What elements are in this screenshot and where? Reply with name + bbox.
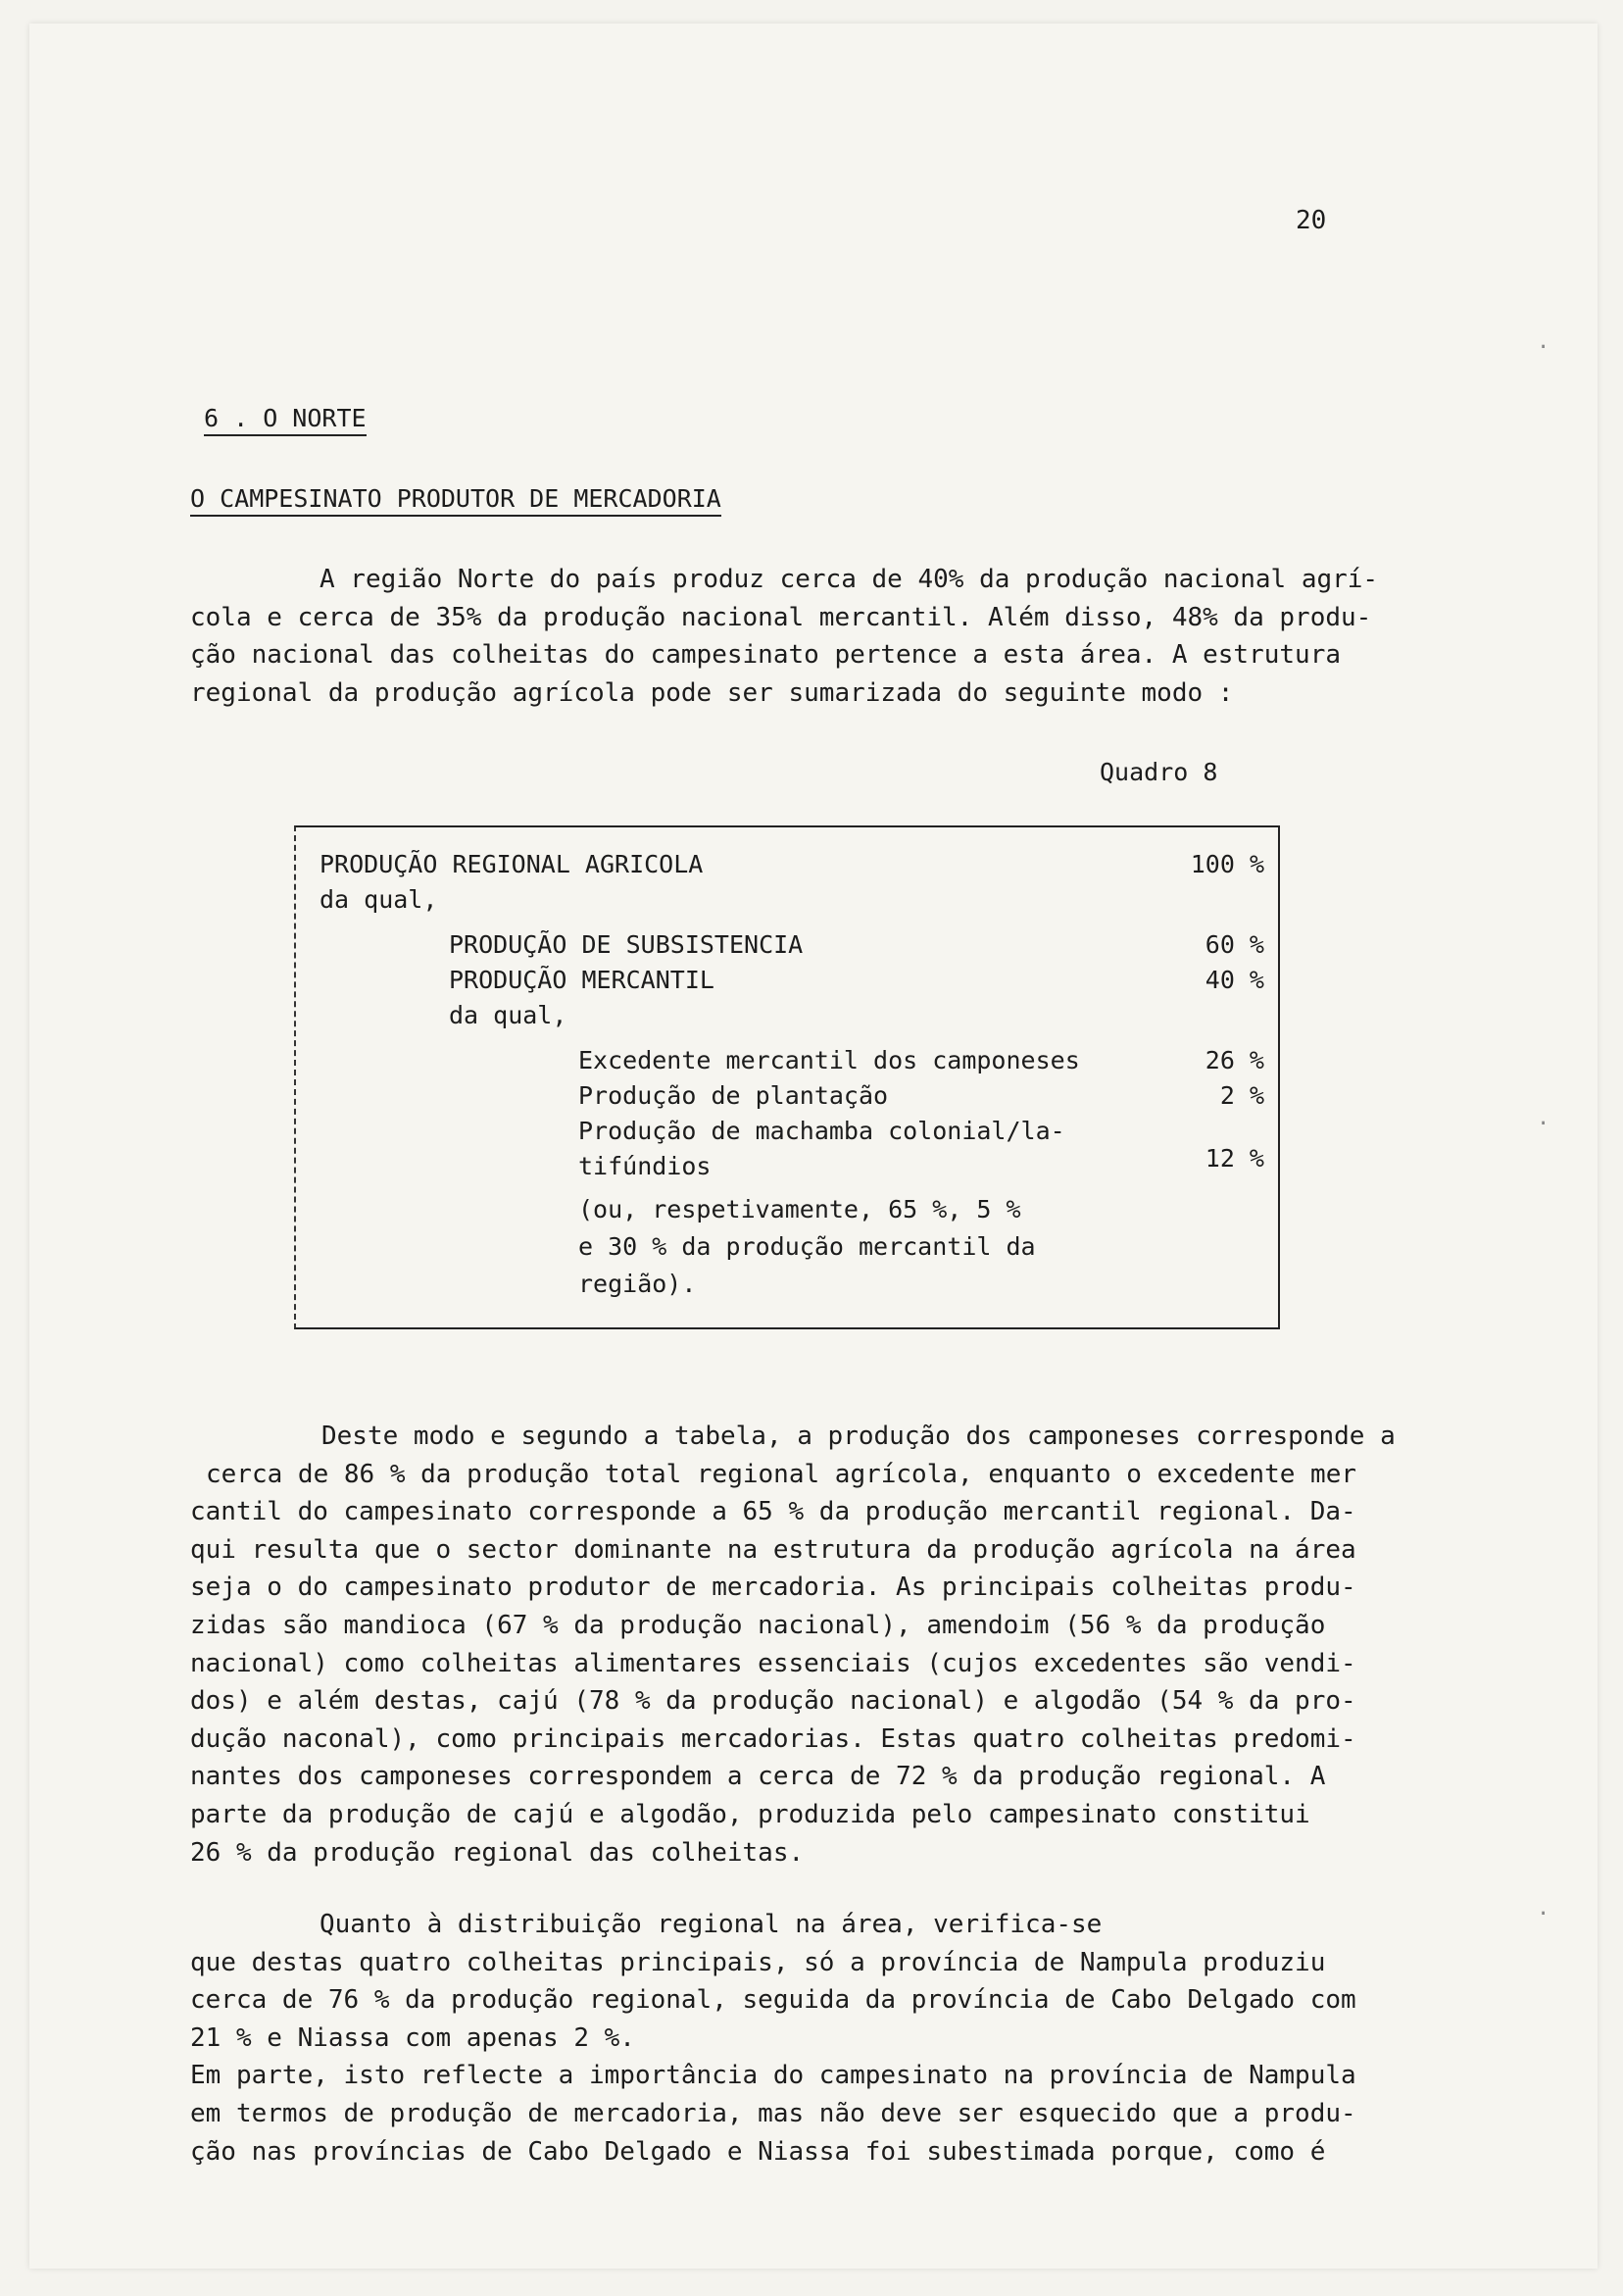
table-row-label: da qual,	[320, 885, 438, 914]
text-line: zidas são mandioca (67 % da produção nacional), amendoim (56 % da produção	[190, 1610, 1326, 1640]
text-line: dos) e além destas, cajú (78 % da produção nacional) e algodão (54 % da pro-	[190, 1686, 1356, 1717]
text-line: seja o do campesinato produtor de mercadoria. As principais colheitas produ-	[190, 1572, 1356, 1603]
margin-mark-icon: ·	[1537, 1902, 1550, 1926]
table-row-value: 60 %	[1205, 930, 1264, 959]
table-row-label: PRODUÇÃO DE SUBSISTENCIA	[449, 930, 804, 959]
text-line: cantil do campesinato corresponde a 65 % da produção mercantil regional. Da-	[190, 1497, 1356, 1527]
text-line: dução naconal), como principais mercadorias. Estas quatro colheitas predomi-	[190, 1723, 1356, 1754]
text-line: Deste modo e segundo a tabela, a produção dos camponeses corresponde a	[321, 1422, 1396, 1451]
text-line: 21 % e Niassa com apenas 2 %.	[190, 2022, 635, 2053]
text-line: regional da produção agrícola pode ser sumarizada do seguinte modo :	[190, 677, 1234, 708]
table-label: Quadro 8	[1100, 758, 1218, 786]
table-row-label: região).	[578, 1270, 697, 1298]
margin-mark-icon: ·	[1537, 1112, 1550, 1136]
table-row-label: Excedente mercantil dos camponeses	[578, 1046, 1080, 1074]
sub-heading: O CAMPESINATO PRODUTOR DE MERCADORIA	[190, 484, 721, 517]
text-line: nacional) como colheitas alimentares essenciais (cujos excedentes são vendi-	[190, 1648, 1356, 1678]
table-row-label: tifúndios	[578, 1152, 712, 1180]
table-row-label: da qual,	[449, 1001, 567, 1029]
distribution-paragraph	[190, 1906, 1464, 2171]
production-table	[294, 825, 1280, 1329]
text-line: ção nacional das colheitas do campesinato pertence a esta área. A estrutura	[190, 640, 1341, 671]
document-page	[29, 24, 1598, 2269]
text-line: em termos de produção de mercadoria, mas não deve ser esquecido que a produ-	[190, 2098, 1356, 2128]
table-row-label: PRODUÇÃO REGIONAL AGRICOLA	[320, 850, 704, 878]
margin-mark-icon: ·	[1537, 335, 1550, 360]
table-row-value: 26 %	[1205, 1046, 1264, 1074]
text-line: cola e cerca de 35% da produção nacional mercantil. Além disso, 48% da produ-	[190, 602, 1372, 632]
text-line: qui resulta que o sector dominante na estrutura da produção agrícola na área	[190, 1534, 1356, 1565]
text-line: cerca de 86 % da produção total regional agrícola, enquanto o excedente mer	[206, 1459, 1356, 1489]
table-row-label: Produção de machamba colonial/la-	[578, 1117, 1065, 1145]
text-line: ção nas províncias de Cabo Delgado e Niassa foi subestimada porque, como é	[190, 2136, 1326, 2167]
text-line: parte da produção de cajú e algodão, produzida pelo campesinato constitui	[190, 1799, 1310, 1829]
table-row-value: 12 %	[1205, 1144, 1264, 1173]
table-row-label: e 30 % da produção mercantil da	[578, 1232, 1036, 1261]
text-line: cerca de 76 % da produção regional, seguida da província de Cabo Delgado com	[190, 1985, 1356, 2016]
table-row-value: 2 %	[1219, 1081, 1264, 1110]
text-line: 26 % da produção regional das colheitas.	[190, 1837, 805, 1868]
intro-paragraph	[190, 561, 1464, 712]
text-line: Em parte, isto reflecte a importância do campesinato na província de Nampula	[190, 2061, 1356, 2091]
page-number: 20	[1296, 206, 1327, 235]
table-row-label: Produção de plantação	[578, 1081, 889, 1110]
table-row-value: 40 %	[1205, 966, 1264, 994]
text-line: A região Norte do país produz cerca de 40% da produção nacional agrí-	[320, 565, 1379, 594]
text-line: que destas quatro colheitas principais, só a província de Nampula produziu	[190, 1947, 1326, 1977]
text-line: nantes dos camponeses correspondem a cerca de 72 % da produção regional. A	[190, 1762, 1326, 1792]
table-row-value: 100 %	[1190, 850, 1264, 878]
section-heading: 6 . O NORTE	[204, 404, 367, 436]
table-row-label: (ou, respetivamente, 65 %, 5 %	[578, 1195, 1021, 1223]
analysis-paragraph	[190, 1418, 1464, 1872]
table-row-label: PRODUÇÃO MERCANTIL	[449, 966, 714, 994]
text-line: Quanto à distribuição regional na área, verifica-se	[320, 1910, 1103, 1939]
